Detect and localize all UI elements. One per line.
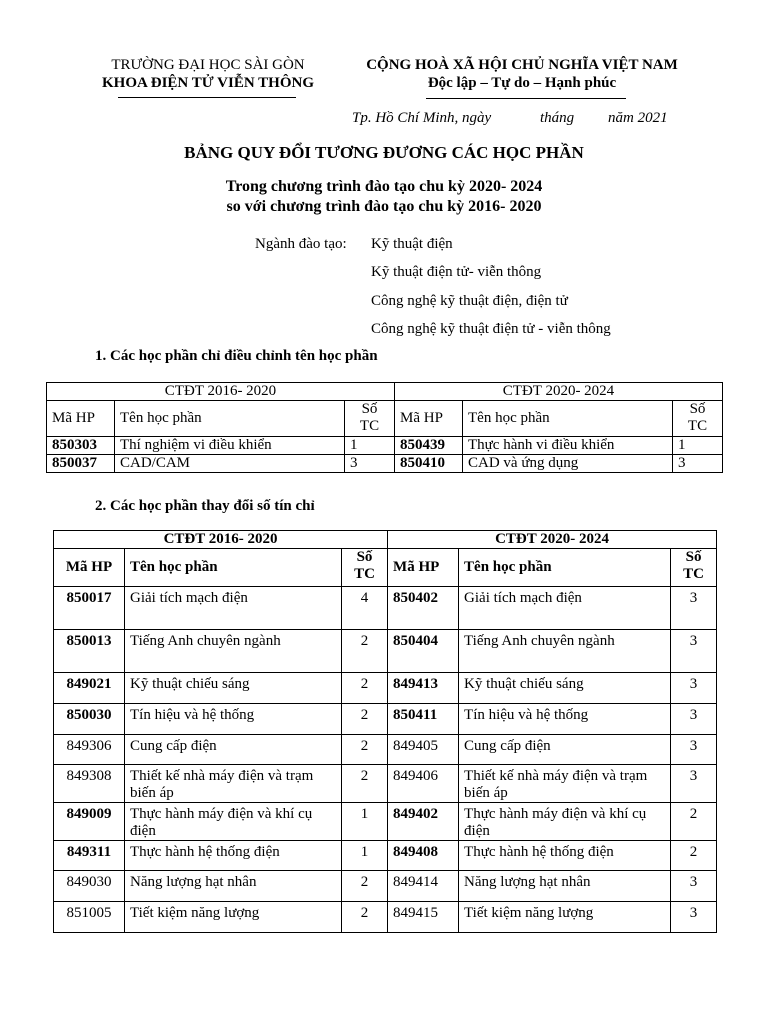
new-name: CAD và ứng dụng bbox=[463, 455, 673, 473]
old-credits: 4 bbox=[342, 587, 388, 630]
old-code: 850303 bbox=[47, 437, 115, 455]
old-name: Tiết kiệm năng lượng bbox=[125, 902, 342, 933]
old-code: 850017 bbox=[54, 587, 125, 630]
old-name: Thiết kế nhà máy điện và trạm biến áp bbox=[125, 765, 342, 803]
col-header-code: Mã HP bbox=[388, 549, 459, 587]
old-name: Năng lượng hạt nhân bbox=[125, 871, 342, 902]
credit-label-2: TC bbox=[683, 566, 704, 582]
old-name: CAD/CAM bbox=[115, 455, 345, 473]
new-name: Tiếng Anh chuyên ngành bbox=[459, 630, 671, 673]
faculty-name: KHOA ĐIỆN TỬ VIỄN THÔNG bbox=[102, 75, 314, 91]
new-code: 850404 bbox=[388, 630, 459, 673]
table-row bbox=[54, 803, 717, 841]
group-header-old: CTĐT 2016- 2020 bbox=[47, 383, 395, 401]
table-row bbox=[54, 673, 717, 704]
col-header-credit bbox=[342, 549, 388, 587]
old-credits: 2 bbox=[342, 765, 388, 803]
credit-label-1: Số bbox=[685, 549, 702, 565]
col-header-credit bbox=[345, 401, 395, 437]
majors-label: Ngành đào tạo: bbox=[255, 236, 347, 252]
old-name: Cung cấp điện bbox=[125, 735, 342, 765]
credit-label-1: Số bbox=[689, 401, 706, 417]
new-code: 849402 bbox=[388, 803, 459, 841]
col-header-code: Mã HP bbox=[47, 401, 115, 437]
new-credits: 3 bbox=[673, 455, 723, 473]
major-item: Công nghệ kỹ thuật điện tử - viễn thông bbox=[371, 321, 611, 337]
new-credits: 1 bbox=[673, 437, 723, 455]
major-item: Kỹ thuật điện bbox=[371, 236, 453, 252]
old-credits: 2 bbox=[342, 704, 388, 735]
old-code: 850030 bbox=[54, 704, 125, 735]
old-credits: 2 bbox=[342, 902, 388, 933]
col-header-name: Tên học phần bbox=[463, 401, 673, 437]
major-item: Kỹ thuật điện tử- viễn thông bbox=[371, 264, 542, 280]
new-credits: 3 bbox=[671, 735, 717, 765]
old-name: Thực hành hệ thống điện bbox=[125, 841, 342, 871]
table-row bbox=[54, 902, 717, 933]
new-code: 849406 bbox=[388, 765, 459, 803]
school-name: TRƯỜNG ĐẠI HỌC SÀI GÒN bbox=[111, 57, 305, 73]
new-credits: 3 bbox=[671, 902, 717, 933]
old-code: 849009 bbox=[54, 803, 125, 841]
major-item: Công nghệ kỹ thuật điện, điện tử bbox=[371, 293, 568, 309]
new-credits: 3 bbox=[671, 673, 717, 704]
old-name: Kỹ thuật chiếu sáng bbox=[125, 673, 342, 704]
old-credits: 2 bbox=[342, 630, 388, 673]
table-row bbox=[54, 841, 717, 871]
new-name: Tín hiệu và hệ thống bbox=[459, 704, 671, 735]
new-name: Thực hành hệ thống điện bbox=[459, 841, 671, 871]
new-code: 850439 bbox=[395, 437, 463, 455]
old-code: 849030 bbox=[54, 871, 125, 902]
new-credits: 2 bbox=[671, 841, 717, 871]
old-name: Tín hiệu và hệ thống bbox=[125, 704, 342, 735]
old-name: Tiếng Anh chuyên ngành bbox=[125, 630, 342, 673]
credit-label-1: Số bbox=[356, 549, 373, 565]
new-code: 849415 bbox=[388, 902, 459, 933]
table-row bbox=[54, 587, 717, 630]
new-name: Thực hành máy điện và khí cụ điện bbox=[459, 803, 671, 841]
old-code: 849021 bbox=[54, 673, 125, 704]
section1-heading: 1. Các học phần chỉ điều chỉnh tên học phần bbox=[95, 348, 378, 364]
old-code: 851005 bbox=[54, 902, 125, 933]
old-code: 849306 bbox=[54, 735, 125, 765]
table-row bbox=[54, 704, 717, 735]
new-name: Thực hành vi điều khiển bbox=[463, 437, 673, 455]
old-credits: 2 bbox=[342, 735, 388, 765]
credit-label-2: TC bbox=[354, 566, 375, 582]
header-right-underline bbox=[426, 98, 626, 99]
new-code: 849408 bbox=[388, 841, 459, 871]
new-name: Thiết kế nhà máy điện và trạm biến áp bbox=[459, 765, 671, 803]
old-credits: 1 bbox=[345, 437, 395, 455]
section2-heading: 2. Các học phần thay đổi số tín chỉ bbox=[95, 498, 315, 514]
new-credits: 3 bbox=[671, 630, 717, 673]
new-name: Giải tích mạch điện bbox=[459, 587, 671, 630]
new-code: 850402 bbox=[388, 587, 459, 630]
credit-change-table bbox=[53, 530, 717, 933]
col-header-code: Mã HP bbox=[395, 401, 463, 437]
old-name: Thực hành máy điện và khí cụ điện bbox=[125, 803, 342, 841]
old-code: 850037 bbox=[47, 455, 115, 473]
col-header-name: Tên học phần bbox=[115, 401, 345, 437]
table-row bbox=[47, 455, 723, 473]
col-header-credit bbox=[671, 549, 717, 587]
table-row bbox=[54, 765, 717, 803]
old-name: Thí nghiệm vi điều khiển bbox=[115, 437, 345, 455]
new-code: 849413 bbox=[388, 673, 459, 704]
col-header-credit bbox=[673, 401, 723, 437]
date-month: tháng bbox=[540, 110, 575, 126]
new-credits: 3 bbox=[671, 587, 717, 630]
credit-label-2: TC bbox=[359, 418, 380, 434]
country-name: CỘNG HOÀ XÃ HỘI CHỦ NGHĨA VIỆT NAM bbox=[366, 57, 678, 73]
credit-label-2: TC bbox=[687, 418, 708, 434]
col-header-code: Mã HP bbox=[54, 549, 125, 587]
new-name: Cung cấp điện bbox=[459, 735, 671, 765]
new-name: Năng lượng hạt nhân bbox=[459, 871, 671, 902]
old-name: Giải tích mạch điện bbox=[125, 587, 342, 630]
new-code: 850410 bbox=[395, 455, 463, 473]
group-header-new: CTĐT 2020- 2024 bbox=[388, 531, 717, 549]
col-header-name: Tên học phần bbox=[125, 549, 342, 587]
subtitle-line2: so với chương trình đào tạo chu kỳ 2016- 2020 bbox=[226, 198, 542, 215]
date-place: Tp. Hồ Chí Minh, ngày bbox=[352, 110, 492, 126]
group-header-new: CTĐT 2020- 2024 bbox=[395, 383, 723, 401]
page-title: BẢNG QUY ĐỔI TƯƠNG ĐƯƠNG CÁC HỌC PHẦN bbox=[184, 143, 584, 162]
date-year: năm 2021 bbox=[608, 110, 668, 126]
old-credits: 2 bbox=[342, 673, 388, 704]
new-code: 849405 bbox=[388, 735, 459, 765]
old-credits: 3 bbox=[345, 455, 395, 473]
new-credits: 3 bbox=[671, 704, 717, 735]
old-code: 849311 bbox=[54, 841, 125, 871]
old-code: 850013 bbox=[54, 630, 125, 673]
col-header-name: Tên học phần bbox=[459, 549, 671, 587]
new-name: Kỹ thuật chiếu sáng bbox=[459, 673, 671, 704]
old-credits: 1 bbox=[342, 841, 388, 871]
new-credits: 2 bbox=[671, 803, 717, 841]
old-credits: 2 bbox=[342, 871, 388, 902]
new-credits: 3 bbox=[671, 871, 717, 902]
new-name: Tiết kiệm năng lượng bbox=[459, 902, 671, 933]
table-row bbox=[54, 630, 717, 673]
old-code: 849308 bbox=[54, 765, 125, 803]
motto: Độc lập – Tự do – Hạnh phúc bbox=[427, 75, 617, 91]
new-code: 850411 bbox=[388, 704, 459, 735]
new-code: 849414 bbox=[388, 871, 459, 902]
new-credits: 3 bbox=[671, 765, 717, 803]
name-change-table bbox=[46, 382, 723, 473]
credit-label-1: Số bbox=[361, 401, 378, 417]
group-header-old: CTĐT 2016- 2020 bbox=[54, 531, 388, 549]
subtitle-line1: Trong chương trình đào tạo chu kỳ 2020- 2024 bbox=[225, 178, 543, 195]
table-row bbox=[47, 437, 723, 455]
table-row bbox=[54, 735, 717, 765]
table-row bbox=[54, 871, 717, 902]
header-left-underline bbox=[118, 97, 296, 98]
old-credits: 1 bbox=[342, 803, 388, 841]
